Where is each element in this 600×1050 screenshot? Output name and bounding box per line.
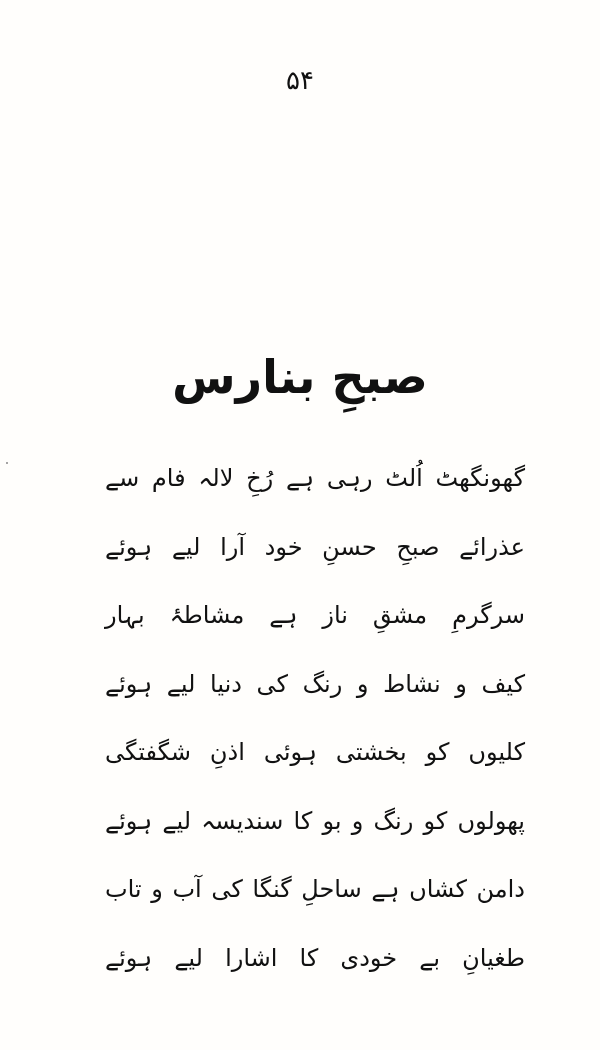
poem-verse-8: طغیانِ بے خودی کا اشارا لیے ہوئے <box>105 943 525 972</box>
margin-mark <box>6 462 8 464</box>
poem-verse-6: پھولوں کو رنگ و بو کا سندیسہ لیے ہوئے <box>105 806 525 835</box>
poem-title: صبحِ بنارس <box>172 350 428 404</box>
poem-verse-7: دامن کشاں ہے ساحلِ گنگا کی آب و تاب <box>105 875 525 903</box>
poem-verse-1: گھونگھٹ اُلٹ رہی ہے رُخِ لالہ فام سے <box>105 464 525 492</box>
poem-verse-3: سرگرمِ مشقِ ناز ہے مشاطۂ بہار <box>105 601 525 629</box>
poem-verse-2: عذرائے صبحِ حسنِ خود آرا لیے ہوئے <box>105 532 525 561</box>
poem-body <box>105 460 525 1008</box>
poem-verse-4: کیف و نشاط و رنگ کی دنیا لیے ہوئے <box>105 669 525 698</box>
page-number: ۵۴ <box>286 66 314 96</box>
poem-verse-5: کلیوں کو بخشتی ہوئی اذنِ شگفتگی <box>105 738 525 766</box>
